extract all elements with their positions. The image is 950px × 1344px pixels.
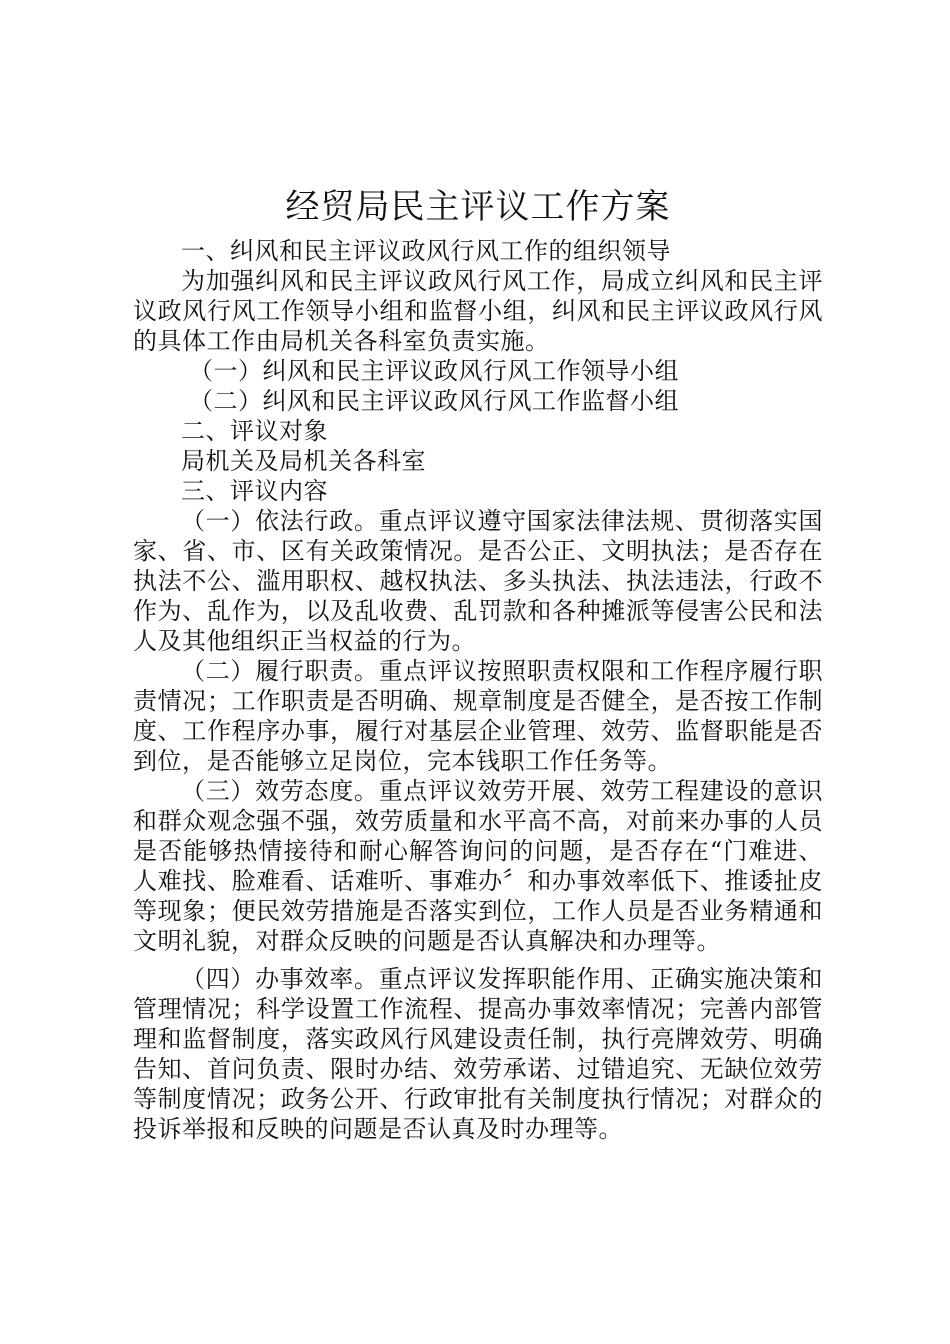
paragraph-gap [133,956,823,964]
section-heading-1: 一、纠风和民主评议政风行风工作的组织领导 [181,237,671,265]
document-page [133,180,823,1144]
paragraph-duties: （二）履行职责。重点评议按照职责权限和工作程序履行职责情况；工作职责是否明确、规章制度是否健全，是否按工作制度、工作程序办事，履行对基层企业管理、效劳、监督职能是否到位，是否能够立足岗位，完本钱职工作任务等。 [133,657,823,775]
paragraph-organization: 为加强纠风和民主评议政风行风工作，局成立纠风和民主评议政风行风工作领导小组和监督小组，纠风和民主评议政风行风的具体工作由局机关各科室负责实施。 [133,267,823,355]
subheading-leading-group: （一）纠风和民主评议政风行风工作领导小组 [189,357,679,385]
document-title: 经贸局民主评议工作方案 [285,187,671,227]
paragraph-law-administration: （一）依法行政。重点评议遵守国家法律法规、贯彻落实国家、省、市、区有关政策情况。是否公正、文明执法；是否存在执法不公、滥用职权、越权执法、多头执法、执法违法，行政不作为、乱作为，以及乱收费、乱罚款和各种摊派等侵害公民和法人及其他组织正当权益的行为。 [133,507,823,655]
section-heading-3: 三、评议内容 [181,477,328,505]
paragraph-review-target: 局机关及局机关各科室 [181,447,426,475]
subheading-supervision-group: （二）纠风和民主评议政风行风工作监督小组 [189,387,679,415]
paragraph-efficiency: （四）办事效率。重点评议发挥职能作用、正确实施决策和管理情况；科学设置工作流程、提高办事效率情况；完善内部管理和监督制度，落实政风行风建设责任制，执行亮牌效劳、明确告知、首问负责、限时办结、效劳承诺、过错追究、无缺位效劳等制度情况；政务公开、行政审批有关制度执行情况；对群众的投诉举报和反映的问题是否认真及时办理等。 [133,965,823,1143]
section-heading-2: 二、评议对象 [181,417,328,445]
paragraph-service-attitude: （三）效劳态度。重点评议效劳开展、效劳工程建设的意识和群众观念强不强，效劳质量和水平高不高，对前来办事的人员是否能够热情接待和耐心解答询问的问题，是否存在“门难进、人难找、脸难看、话难听、事难办〞和办事效率低下、推诿扯皮等现象；便民效劳措施是否落实到位，工作人员是否业务精通和文明礼貌，对群众反映的问题是否认真解决和办理等。 [133,777,823,955]
